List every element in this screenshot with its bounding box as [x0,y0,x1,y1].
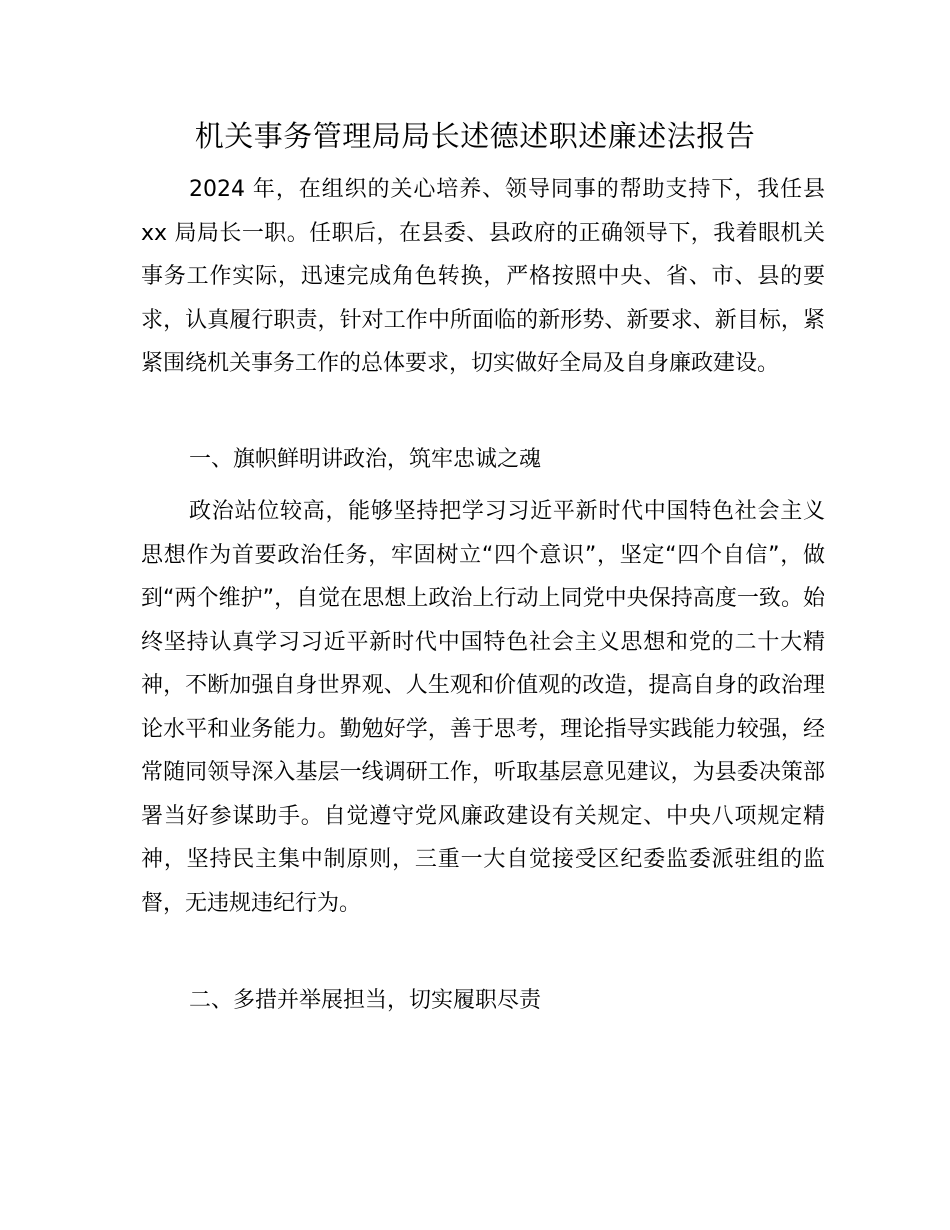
section-heading-1: 一、旗帜鲜明讲政治，筑牢忠诚之魂 [189,447,542,472]
document-title: 机关事务管理局局长述德述职述廉述法报告 [194,119,756,153]
paragraph-intro: 2024 年，在组织的关心培养、领导同事的帮助支持下，我任县 xx 局局长一职。任职后，在县委、县政府的正确领导下，我着眼机关事务工作实际，迅速完成角色转换，严格按照中央、省、市、县的要求，认真履行职责，针对工作中所面临的新形势、新要求、新目标，紧紧围绕机关事务工作的总体要求，切实做好全局及自身廉政建设。 [141,177,825,376]
section-heading-2: 二、多措并举展担当，切实履职尽责 [189,988,542,1013]
paragraph-section-1: 政治站位较高，能够坚持把学习习近平新时代中国特色社会主义思想作为首要政治任务，牢固树立“四个意识”，坚定“四个自信”，做到“两个维护”，自觉在思想上政治上行动上同党中央保持高度一致。始终坚持认真学习习近平新时代中国特色社会主义思想和党的二十大精神，不断加强自身世界观、人生观和价值观的改造，提高自身的政治理论水平和业务能力。勤勉好学，善于思考，理论指导实践能力较强，经常随同领导深入基层一线调研工作，听取基层意见建议，为县委决策部署当好参谋助手。自觉遵守党风廉政建设有关规定、中央八项规定精神，坚持民主集中制原则，三重一大自觉接受区纪委监委派驻组的监督，无违规违纪行为。 [141,499,825,916]
